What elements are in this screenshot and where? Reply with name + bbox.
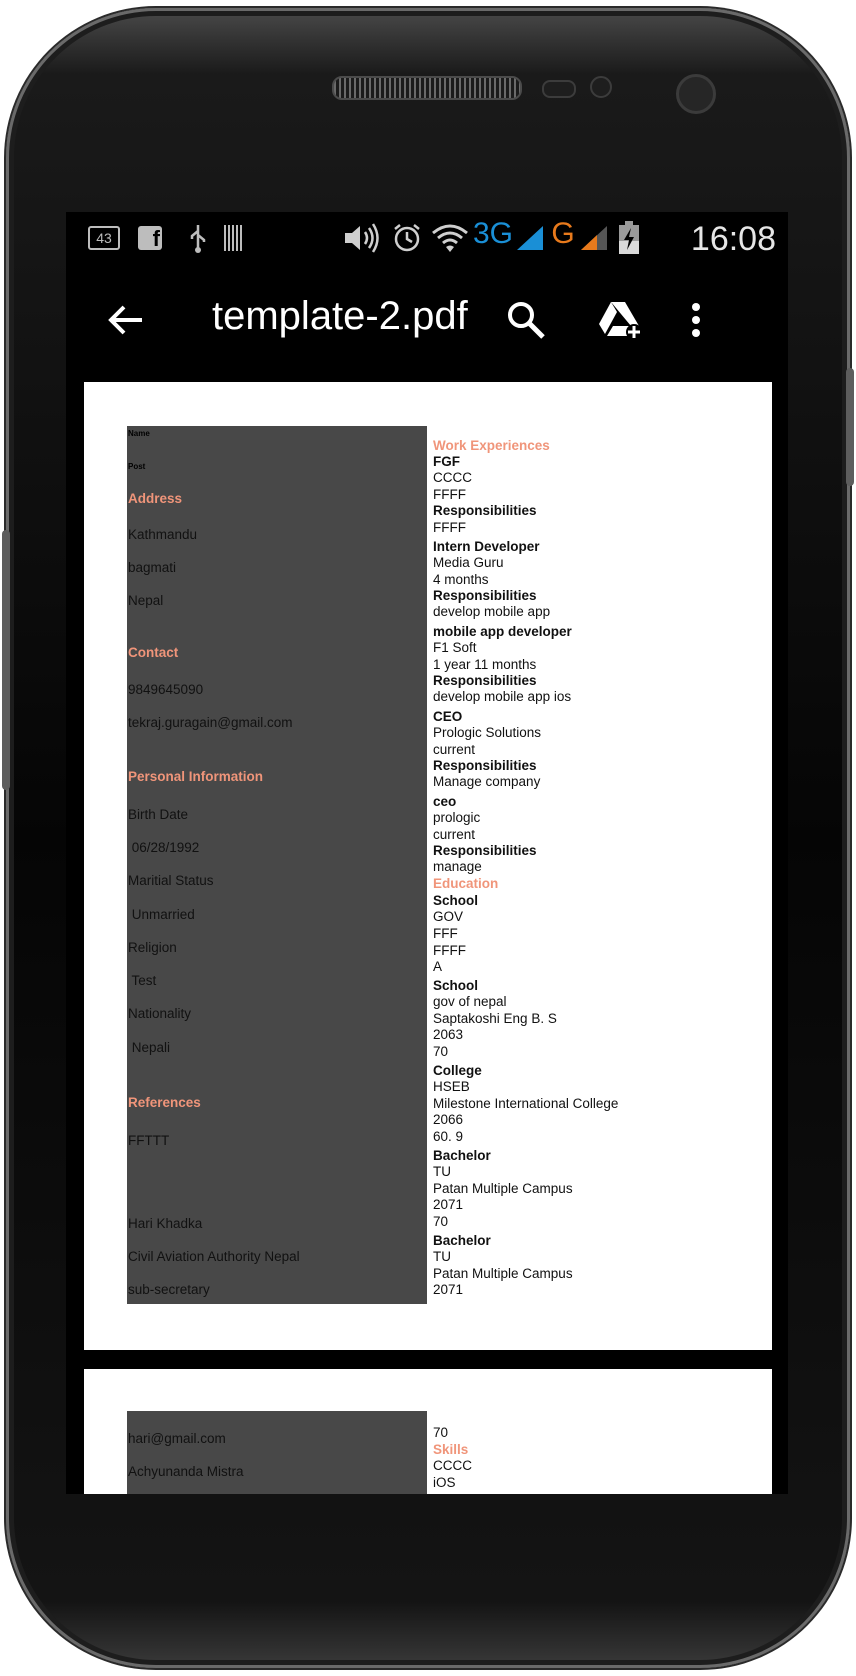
reference-line: Hari Khadka: [128, 1216, 203, 1231]
education-institution: Milestone International College: [433, 1096, 619, 1111]
education-heading: Education: [433, 876, 499, 891]
drive-add-icon[interactable]: [596, 298, 644, 342]
network-g-label: G: [551, 217, 575, 250]
job-duration: 1 year 11 months: [433, 657, 537, 672]
job-responsibilities-label: Responsibilities: [433, 758, 537, 773]
education-grade: 70: [433, 1425, 449, 1440]
address-line: bagmati: [128, 560, 177, 575]
education-board: gov of nepal: [433, 994, 507, 1009]
job-company: prologic: [433, 810, 481, 825]
job-responsibilities: Manage company: [433, 774, 541, 789]
personal-info-line: Test: [128, 973, 157, 988]
education-institution: Patan Multiple Campus: [433, 1266, 573, 1281]
job-responsibilities: FFFF: [433, 520, 466, 535]
education-year: FFFF: [433, 943, 466, 958]
education-level: Bachelor: [433, 1148, 491, 1163]
proximity-sensor: [542, 80, 576, 98]
personal-info-line: 06/28/1992: [128, 840, 200, 855]
signal-3g-icon: [514, 222, 546, 254]
education-year: 2071: [433, 1282, 464, 1297]
reference-line: hari@gmail.com: [128, 1431, 226, 1446]
job-responsibilities-label: Responsibilities: [433, 588, 537, 603]
job-title: FGF: [433, 454, 460, 469]
name-label: Name: [128, 429, 150, 438]
personal-info-line: Religion: [128, 940, 177, 955]
notification-count-icon: [88, 222, 120, 254]
battery-charging-icon: [616, 222, 642, 254]
pdf-page-2: [84, 1369, 772, 1494]
job-responsibilities-label: Responsibilities: [433, 673, 537, 688]
light-sensor: [590, 76, 612, 98]
personal-info-line: Birth Date: [128, 807, 189, 822]
job-title: mobile app developer: [433, 624, 572, 639]
education-board: GOV: [433, 909, 464, 924]
signal-g-icon: [578, 222, 610, 254]
status-bar: [66, 212, 788, 264]
job-duration: 4 months: [433, 572, 489, 587]
education-level: School: [433, 978, 479, 993]
power-button: [846, 368, 854, 486]
education-institution: Patan Multiple Campus: [433, 1181, 573, 1196]
contact-email: tekraj.guragain@gmail.com: [128, 715, 293, 730]
volume-button: [2, 530, 10, 790]
pdf-page-1: [84, 382, 772, 1350]
job-duration: current: [433, 742, 476, 757]
education-year: 2063: [433, 1027, 464, 1042]
job-company: CCCC: [433, 470, 472, 485]
education-grade: 60. 9: [433, 1129, 464, 1144]
education-institution: FFF: [433, 926, 458, 941]
work-experiences-heading: Work Experiences: [433, 438, 550, 453]
notification-count: 43: [88, 226, 120, 250]
contact-phone: 9849645090: [128, 682, 204, 697]
document-title: template-2.pdf: [212, 294, 468, 338]
skill-item: iOS: [433, 1475, 456, 1490]
job-duration: current: [433, 827, 476, 842]
job-duration: FFFF: [433, 487, 466, 502]
address-line: Kathmandu: [128, 527, 198, 542]
reference-line: Civil Aviation Authority Nepal: [128, 1249, 300, 1264]
personal-info-line: Nepali: [128, 1040, 171, 1055]
education-grade: 70: [433, 1044, 449, 1059]
references-heading: References: [128, 1095, 201, 1110]
front-camera: [676, 74, 716, 114]
education-level: Bachelor: [433, 1233, 491, 1248]
job-responsibilities-label: Responsibilities: [433, 843, 537, 858]
usb-icon: [186, 222, 210, 254]
skill-item: CCCC: [433, 1458, 472, 1473]
arrow-back-icon[interactable]: [104, 298, 148, 342]
personal-info-line: Unmarried: [128, 907, 195, 922]
job-title: CEO: [433, 709, 463, 724]
job-company: Prologic Solutions: [433, 725, 542, 740]
wifi-icon: [430, 222, 470, 254]
education-year: 2066: [433, 1112, 464, 1127]
earpiece-speaker: [332, 76, 522, 100]
reference-line: sub-secretary: [128, 1282, 210, 1297]
screen: [66, 212, 788, 1494]
search-icon[interactable]: [504, 298, 548, 342]
job-title: Intern Developer: [433, 539, 540, 554]
address-line: Nepal: [128, 593, 164, 608]
resume-sidebar: [127, 1411, 427, 1494]
skills-heading: Skills: [433, 1442, 469, 1457]
barcode-icon: [222, 222, 244, 254]
status-time: 16:08: [690, 220, 776, 258]
job-responsibilities: manage: [433, 859, 482, 874]
personal-info-line: Maritial Status: [128, 873, 214, 888]
app-bar: [66, 266, 788, 374]
education-level: College: [433, 1063, 482, 1078]
personal-info-heading: Personal Information: [128, 769, 264, 784]
job-responsibilities-label: Responsibilities: [433, 503, 537, 518]
volume-icon: [342, 222, 382, 254]
reference-line: FFTTT: [128, 1133, 170, 1148]
alarm-icon: [390, 222, 424, 254]
job-title: ceo: [433, 794, 457, 809]
facebook-icon: f: [136, 222, 164, 254]
resume-sidebar: [127, 426, 427, 1304]
personal-info-line: Nationality: [128, 1006, 192, 1021]
education-grade: 70: [433, 1214, 449, 1229]
education-grade: A: [433, 959, 443, 974]
education-board: HSEB: [433, 1079, 470, 1094]
education-institution: Saptakoshi Eng B. S: [433, 1011, 557, 1026]
education-year: 2071: [433, 1197, 464, 1212]
education-board: TU: [433, 1249, 451, 1264]
reference-line: Achyunanda Mistra: [128, 1464, 244, 1479]
job-company: F1 Soft: [433, 640, 477, 655]
network-3g-label: 3G: [472, 217, 514, 250]
education-board: TU: [433, 1164, 451, 1179]
contact-heading: Contact: [128, 645, 179, 660]
education-level: School: [433, 893, 479, 908]
job-responsibilities: develop mobile app: [433, 604, 551, 619]
job-company: Media Guru: [433, 555, 504, 570]
address-heading: Address: [128, 491, 183, 506]
post-label: Post: [128, 462, 146, 471]
overflow-menu-icon[interactable]: [674, 298, 718, 342]
job-responsibilities: develop mobile app ios: [433, 689, 572, 704]
